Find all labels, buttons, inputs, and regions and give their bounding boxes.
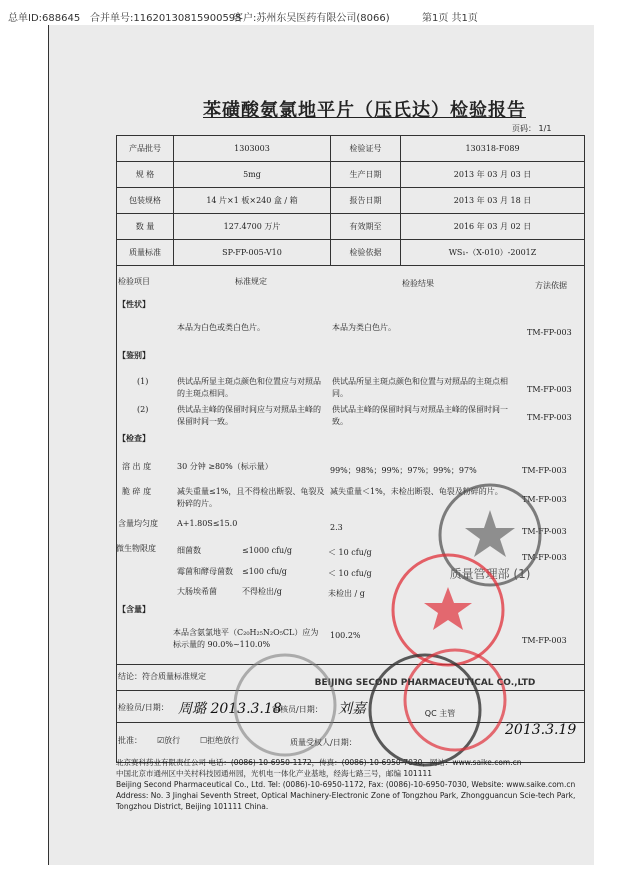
footer-line: 北京赛科药业有限责任公司 电话：(0086)-10-6950-1172，传真：(0086)-10-6950-7030，网站：www.saike.com.cn xyxy=(116,758,522,767)
approval-label: 批准： xyxy=(118,736,142,745)
merge-number: 合并单号:11620130815900595 xyxy=(90,13,242,24)
footer-line: Beijing Second Pharmaceutical Co., Ltd. Tel: (0086)-10-6950-1172, Fax: (0086)-10-6950-7030, Website: www.saike.com.cn xyxy=(116,780,576,789)
info-label: 产品批号 xyxy=(117,136,174,162)
info-value: 1303003 xyxy=(174,136,331,162)
svg-text:质量管理部 (1): 质量管理部 (1) xyxy=(449,567,531,581)
inspector-label: 检验员/日期： xyxy=(118,703,169,712)
ident1-method: TM-FP-003 xyxy=(527,385,572,394)
micro-sub3: 大肠埃希菌 xyxy=(177,587,217,596)
micro-res3: 未检出 / g xyxy=(328,589,365,598)
info-value: 127.4700 万片 xyxy=(174,214,331,240)
info-value: WS₁-（X-010）-2001Z xyxy=(401,240,585,266)
info-value: 2013 年 03 月 18 日 xyxy=(401,188,585,214)
micro-method: TM-FP-003 xyxy=(522,553,567,562)
info-row xyxy=(117,136,585,162)
section-assay: 【含量】 xyxy=(118,604,150,614)
col-item: 检验项目 xyxy=(118,277,150,286)
info-value: 2013 年 03 月 03 日 xyxy=(401,162,585,188)
friability-method: TM-FP-003 xyxy=(522,495,567,504)
info-value: 2016 年 03 月 02 日 xyxy=(401,214,585,240)
section-identification: 【鉴别】 xyxy=(118,350,150,360)
info-value: SP-FP-005-V10 xyxy=(174,240,331,266)
page-indicator: 第1页 共1页 xyxy=(422,13,478,24)
dissolution-result: 99%；98%；99%；97%；99%；97% xyxy=(330,466,477,475)
info-label: 质量标准 xyxy=(117,240,174,266)
assay-method: TM-FP-003 xyxy=(522,636,567,645)
assay-result: 100.2% xyxy=(330,631,361,640)
uniformity-item: 含量均匀度 xyxy=(118,519,158,528)
friability-result: 减失重量＜1%，未检出断裂、龟裂及粉碎的片。 xyxy=(330,487,503,496)
svg-text:BEIJING SECOND PHARMACEUTICAL: BEIJING SECOND PHARMACEUTICAL CO.,LTD xyxy=(314,678,536,688)
micro-lim2: ≤100 cfu/g xyxy=(242,567,287,576)
col-method: 方法依据 xyxy=(535,281,567,290)
micro-lim3: 不得检出/g xyxy=(242,587,282,596)
customer: 客户:苏州东吴医药有限公司(8066) xyxy=(233,13,390,24)
info-label: 数 量 xyxy=(117,214,174,240)
appearance-method: TM-FP-003 xyxy=(527,328,572,337)
appearance-result: 本品为类白色片。 xyxy=(332,323,396,332)
uniformity-result: 2.3 xyxy=(330,523,343,532)
section-tests: 【检查】 xyxy=(118,433,150,443)
info-row xyxy=(117,214,585,240)
order-id: 总单ID:688645 xyxy=(8,13,81,24)
report-title: 苯磺酸氨氯地平片（压氏达）检验报告 xyxy=(203,100,526,121)
appearance-standard: 本品为白色或类白色片。 xyxy=(177,323,265,332)
micro-res1: ＜ 10 cfu/g xyxy=(328,548,372,557)
info-value: 14 片×1 板×240 盒 / 箱 xyxy=(174,188,331,214)
qa-signature: 2013.3.19 xyxy=(505,722,577,738)
friability-item: 脆 碎 度 xyxy=(122,487,152,496)
info-value: 130318-F089 xyxy=(401,136,585,162)
uniformity-method: TM-FP-003 xyxy=(522,527,567,536)
dissolution-item: 溶 出 度 xyxy=(122,462,152,471)
page-code: 页码： 1/1 xyxy=(512,124,552,133)
micro-sub1: 细菌数 xyxy=(177,546,201,555)
product-info-table xyxy=(116,135,585,266)
micro-item: 微生物限度 xyxy=(116,544,156,553)
inspector-signature: 周璐 2013.3.18 xyxy=(178,701,282,717)
ident2-standard: 供试品主峰的保留时间应与对照品主峰的保留时间一致。 xyxy=(177,405,321,426)
section-appearance: 【性状】 xyxy=(118,299,150,309)
micro-lim1: ≤1000 cfu/g xyxy=(242,546,293,555)
reviewer-label: 审核员/日期： xyxy=(272,705,323,714)
ident1-item: (1) xyxy=(137,377,149,386)
divider xyxy=(116,664,585,665)
ident1-standard: 供试品所显主斑点颜色和位置应与对照品的主斑点相同。 xyxy=(177,377,321,398)
info-label: 有效期至 xyxy=(331,214,401,240)
col-standard: 标准规定 xyxy=(235,277,267,286)
qa-label: 质量受权人/日期： xyxy=(290,738,357,747)
gray-company-stamp xyxy=(230,650,340,760)
footer-line: 中国北京市通州区中关村科技园通州园，光机电一体化产业基地，经海七路三号，邮编 101111 xyxy=(116,769,433,778)
reject-checkbox: ☐拒绝放行 xyxy=(200,736,240,745)
micro-sub2: 霉菌和酵母菌数 xyxy=(177,567,233,576)
ident2-method: TM-FP-003 xyxy=(527,413,572,422)
info-row xyxy=(117,188,585,214)
col-result: 检验结果 xyxy=(402,279,434,288)
info-label: 检验证号 xyxy=(331,136,401,162)
info-row xyxy=(117,162,585,188)
info-label: 报告日期 xyxy=(331,188,401,214)
ident2-item: (2) xyxy=(137,405,149,414)
uniformity-standard: A+1.80S≤15.0 xyxy=(177,519,238,528)
info-value: 5mg xyxy=(174,162,331,188)
micro-res2: ＜ 10 cfu/g xyxy=(328,569,372,578)
divider xyxy=(116,690,585,691)
release-checkbox: ☑放行 xyxy=(157,736,181,745)
conclusion: 结论：符合质量标准规定 xyxy=(118,672,206,681)
info-label: 检验依据 xyxy=(331,240,401,266)
dissolution-standard: 30 分钟 ≥80%（标示量） xyxy=(177,462,273,471)
assay-standard: 本品含氨氯地平（C₂₀H₂₅N₂O₅CL）应为标示量的 90.0%~110.0% xyxy=(173,628,319,649)
info-label: 规 格 xyxy=(117,162,174,188)
svg-text:QC 主管: QC 主管 xyxy=(424,709,456,718)
info-label: 包装规格 xyxy=(117,188,174,214)
reviewer-signature: 刘嘉 xyxy=(338,701,366,717)
footer-line: Tongzhou District, Beijing 101111 China. xyxy=(116,802,269,811)
ident2-result: 供试品主峰的保留时间与对照品主峰的保留时间一致。 xyxy=(332,405,508,426)
info-label: 生产日期 xyxy=(331,162,401,188)
ident1-result: 供试品所显主斑点颜色和位置与对照品的主斑点相同。 xyxy=(332,377,508,398)
info-row xyxy=(117,240,585,266)
footer-line: Address: No. 3 Jinghai Seventh Street, Optical Machinery-Electronic Zone of Tongzhou Park, Zhongguancun Scie-tech Park, xyxy=(116,791,576,800)
dissolution-method: TM-FP-003 xyxy=(522,466,567,475)
friability-standard: 减失重量≤1%，且不得检出断裂、龟裂及粉碎的片。 xyxy=(177,487,325,508)
